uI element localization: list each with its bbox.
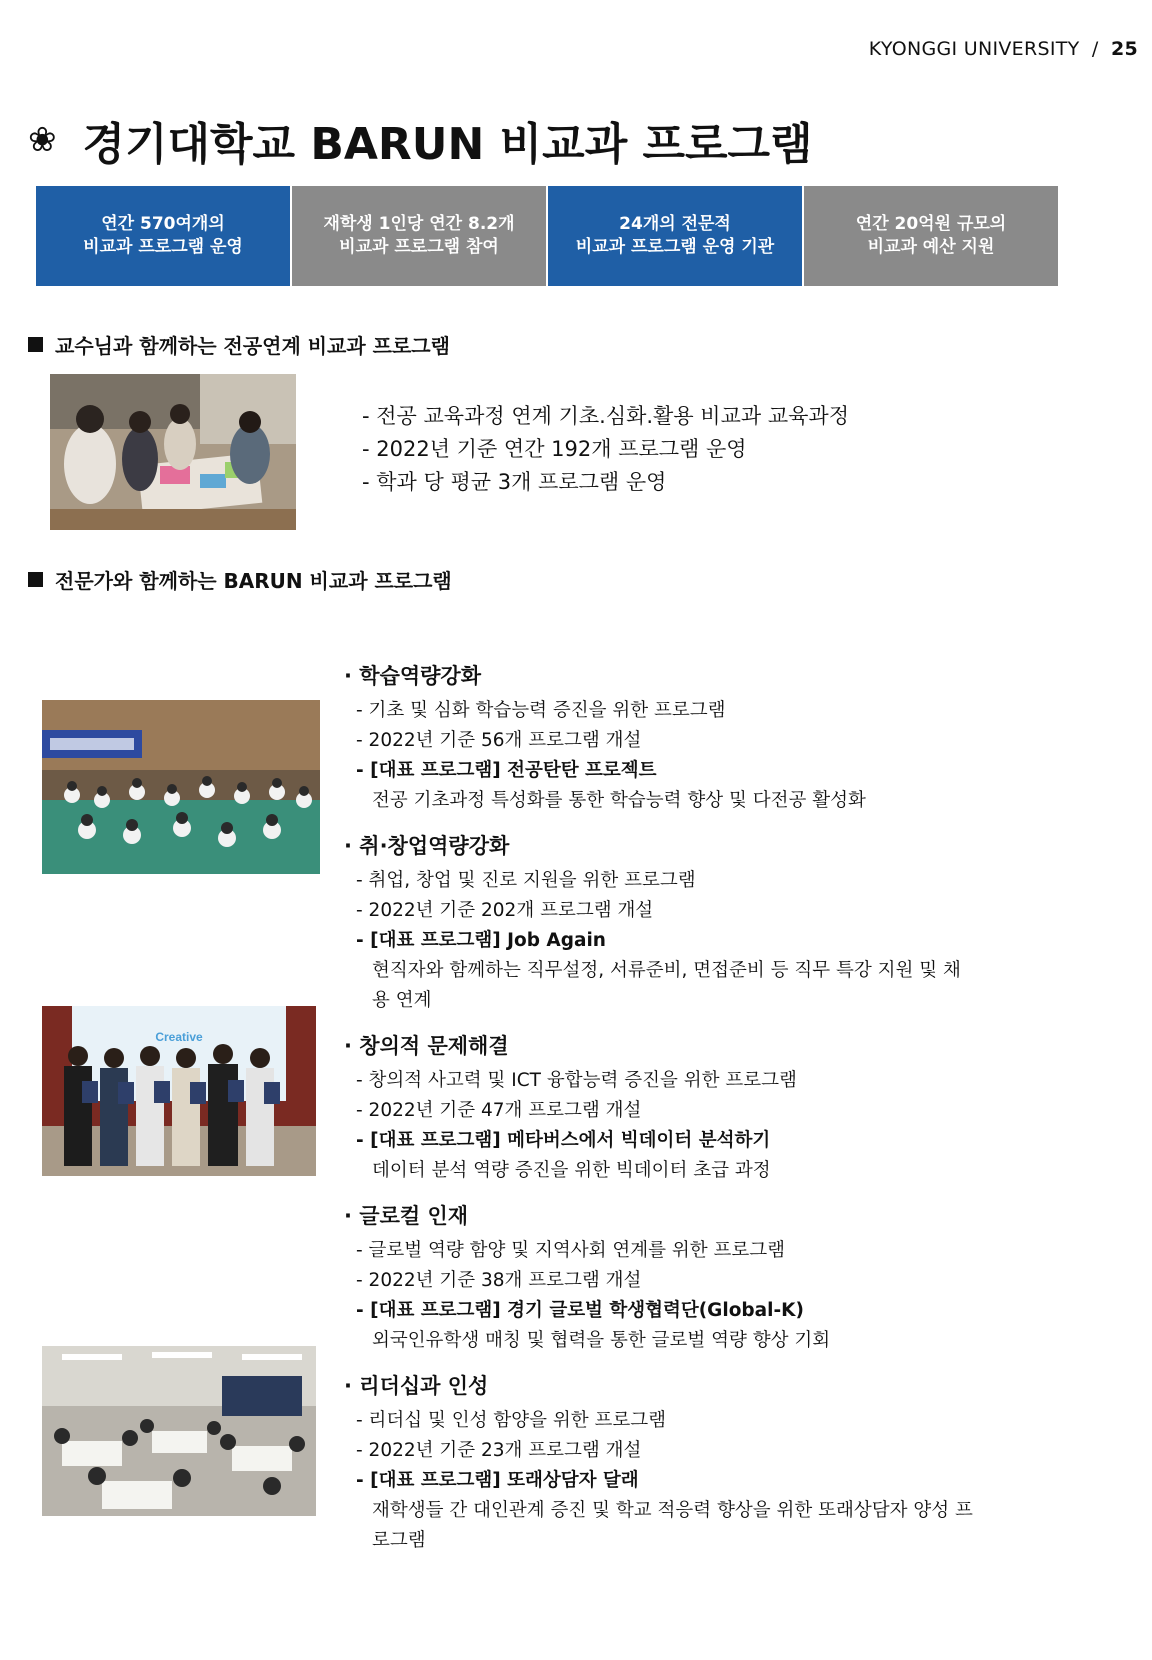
program-block-creative [344, 1030, 1124, 1186]
program-title: · 글로컬 인재 [344, 1204, 469, 1228]
stat-line: 비교과 프로그램 운영 기관 [575, 237, 775, 257]
section-heading-experts [28, 565, 452, 594]
program-description: 현직자와 함께하는 직무설정, 서류준비, 면접준비 등 직무 특강 지원 및 채용 연계 [372, 960, 961, 1011]
stat-box-institutions [548, 186, 802, 286]
photo-group-counseling [42, 1346, 316, 1516]
program-block-glocal [344, 1200, 1124, 1356]
list-item: - 2022년 기준 23개 프로그램 개설 [356, 1440, 642, 1461]
list-item: - 2022년 기준 202개 프로그램 개설 [356, 900, 654, 921]
photo-award-ceremony [42, 1006, 316, 1176]
page-title-text: 경기대학교 BARUN 비교과 프로그램 [82, 119, 813, 170]
section-heading-text: 교수님과 함께하는 전공연계 비교과 프로그램 [55, 334, 450, 358]
stat-line: 비교과 예산 지원 [867, 237, 995, 257]
stat-line: 비교과 프로그램 운영 [83, 237, 243, 257]
program-block-leadership [344, 1370, 1124, 1556]
list-item: - 전공 교육과정 연계 기초.심화.활용 비교과 교육과정 [362, 404, 849, 428]
square-bullet-icon [28, 572, 43, 587]
page-title [28, 108, 813, 172]
list-item: - 학과 당 평균 3개 프로그램 운영 [362, 470, 667, 494]
university-name: KYONGGI UNIVERSITY [868, 38, 1080, 60]
stat-box-budget [804, 186, 1058, 286]
list-item: - 2022년 기준 47개 프로그램 개설 [356, 1100, 642, 1121]
list-item: - 취업, 창업 및 진로 지원을 위한 프로그램 [356, 870, 696, 891]
program-block-career [344, 830, 1124, 1016]
program-description: 전공 기초과정 특성화를 통한 학습능력 향상 및 다전공 활성화 [372, 790, 866, 811]
photo-auditorium-event [42, 700, 320, 874]
representative-program: - [대표 프로그램] 메타버스에서 빅데이터 분석하기 [356, 1130, 771, 1151]
representative-program: - [대표 프로그램] 전공탄탄 프로젝트 [356, 760, 657, 781]
program-description: 외국인유학생 매칭 및 협력을 통한 글로벌 역량 향상 기회 [372, 1330, 831, 1351]
section-heading-text: 전문가와 함께하는 BARUN 비교과 프로그램 [55, 569, 452, 593]
stats-bar [36, 186, 1060, 286]
page-header [869, 38, 1138, 60]
list-item: - 2022년 기준 연간 192개 프로그램 운영 [362, 437, 747, 461]
photo-classroom-workshop [50, 374, 296, 530]
flower-icon: ❀ [28, 120, 57, 160]
program-description: 재학생들 간 대인관계 증진 및 학교 적응력 향상을 위한 또래상담자 양성 프로그램 [372, 1500, 973, 1551]
program-block-learning [344, 660, 1124, 816]
program-title: · 학습역량강화 [344, 664, 482, 688]
list-item: - 기초 및 심화 학습능력 증진을 위한 프로그램 [356, 700, 726, 721]
section-heading-major [28, 330, 450, 359]
header-separator: / [1091, 38, 1099, 60]
stat-box-programs [36, 186, 290, 286]
list-item: - 창의적 사고력 및 ICT 융합능력 증진을 위한 프로그램 [356, 1070, 797, 1091]
stat-line: 24개의 전문적 [619, 214, 731, 234]
list-item: - 2022년 기준 56개 프로그램 개설 [356, 730, 642, 751]
program-title: · 리더십과 인성 [344, 1374, 489, 1398]
stat-line: 연간 570여개의 [101, 214, 225, 234]
stat-box-participation [292, 186, 546, 286]
representative-program: - [대표 프로그램] Job Again [356, 930, 606, 951]
program-description: 데이터 분석 역량 증진을 위한 빅데이터 초급 과정 [372, 1160, 771, 1181]
page-number: 25 [1110, 38, 1138, 60]
representative-program: - [대표 프로그램] 또래상담자 달래 [356, 1470, 639, 1491]
square-bullet-icon [28, 337, 43, 352]
section1-bullet-list [362, 400, 849, 499]
program-title: · 취·창업역량강화 [344, 834, 510, 858]
list-item: - 글로벌 역량 함양 및 지역사회 연계를 위한 프로그램 [356, 1240, 786, 1261]
list-item: - 리더십 및 인성 함양을 위한 프로그램 [356, 1410, 667, 1431]
representative-program: - [대표 프로그램] 경기 글로벌 학생협력단(Global-K) [356, 1300, 804, 1321]
list-item: - 2022년 기준 38개 프로그램 개설 [356, 1270, 642, 1291]
stat-line: 연간 20억원 규모의 [855, 214, 1007, 234]
photo-overlay-text: Creative [155, 1030, 203, 1044]
stat-line: 비교과 프로그램 참여 [339, 237, 499, 257]
stat-line: 재학생 1인당 연간 8.2개 [323, 214, 515, 234]
program-title: · 창의적 문제해결 [344, 1034, 509, 1058]
